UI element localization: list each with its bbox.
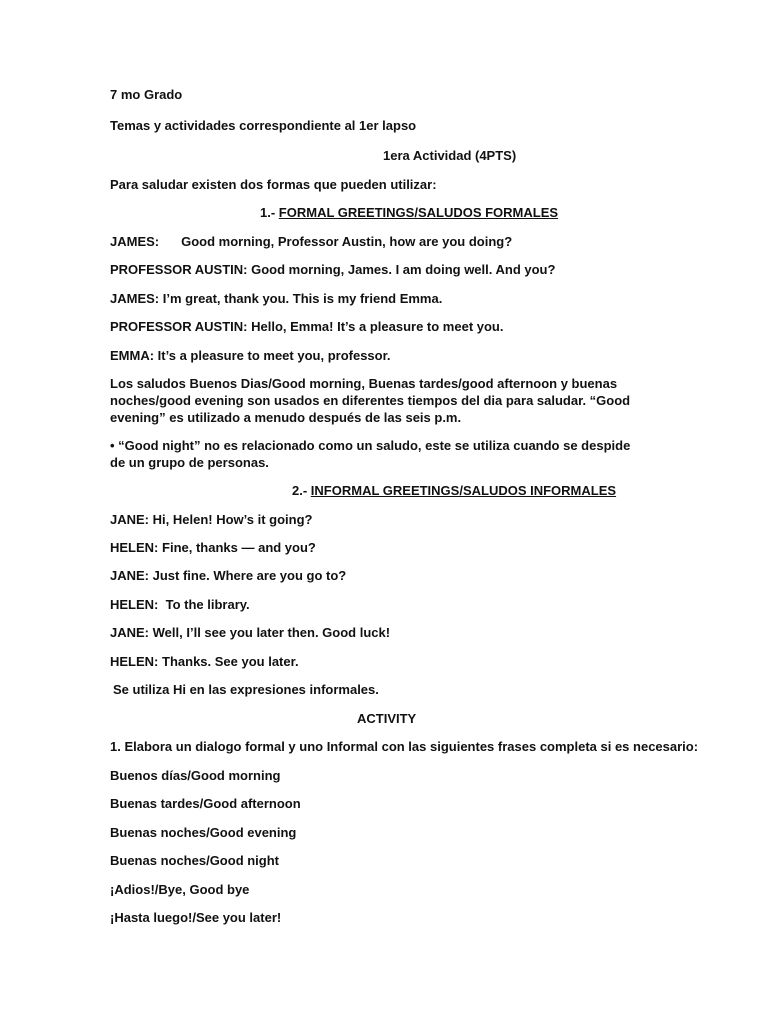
dialog-line — [110, 233, 668, 250]
grade-title: 7 mo Grado — [110, 87, 183, 102]
activity-heading: ACTIVITY — [357, 711, 417, 726]
dialog-line — [110, 624, 668, 641]
phrase-item: Buenas tardes/Good afternoon — [110, 796, 301, 811]
dialog-line — [110, 347, 668, 364]
dialog-text: Well, I’ll see you later then. Good luck! — [152, 625, 391, 640]
dialog-text: Good morning, James. I am doing well. And you? — [251, 262, 556, 277]
dialog-line — [110, 596, 668, 613]
formal-heading — [260, 204, 668, 221]
dialog-line — [110, 653, 668, 670]
dialog-speaker: JAMES: — [110, 291, 160, 306]
dialog-line — [110, 539, 668, 556]
dialog-text: Fine, thanks — and you? — [162, 540, 316, 555]
dialog-text: Hi, Helen! How’s it going? — [152, 512, 313, 527]
dialog-text: Good morning, Professor Austin, how are you doing? — [181, 234, 513, 249]
formal-heading-text: FORMAL GREETINGS/SALUDOS FORMALES — [278, 205, 559, 220]
phrase-item: Buenos días/Good morning — [110, 768, 281, 783]
informal-heading — [292, 482, 668, 499]
activity-title: 1era Actividad (4PTS) — [383, 148, 517, 163]
formal-heading-prefix: 1.- — [260, 205, 279, 220]
dialog-speaker: JAMES: — [110, 234, 160, 249]
dialog-speaker: PROFESSOR AUSTIN: — [110, 319, 248, 334]
phrase-item: ¡Adios!/Bye, Good bye — [110, 882, 250, 897]
dialog-text: Just fine. Where are you go to? — [152, 568, 347, 583]
phrase-item: Buenas noches/Good night — [110, 853, 280, 868]
dialog-speaker: HELEN: — [110, 540, 159, 555]
dialog-speaker: PROFESSOR AUSTIN: — [110, 262, 248, 277]
dialog-text: Thanks. See you later. — [162, 654, 299, 669]
explanation-paragraph: Los saludos Buenos Dias/Good morning, Buenas tardes/good afternoon y buenas noches/good evening son usados en diferentes tiempos del dia para saludar. “Good evening” es utilizado a menudo después de las seis p.m. — [110, 376, 631, 425]
dialog-speaker: HELEN: — [110, 654, 159, 669]
dialog-text: It’s a pleasure to meet you, professor. — [157, 348, 391, 363]
dialog-line — [110, 567, 668, 584]
dialog-text: To the library. — [162, 597, 250, 612]
dialog-line — [110, 511, 668, 528]
good-night-note: • “Good night” no es relacionado como un saludo, este se utiliza cuando se despide de un grupo de personas. — [110, 438, 631, 470]
dialog-line — [110, 290, 668, 307]
dialog-line — [110, 318, 668, 335]
dialog-text: I’m great, thank you. This is my friend Emma. — [162, 291, 443, 306]
hi-note: Se utiliza Hi en las expresiones informales. — [113, 682, 379, 697]
informal-heading-text: INFORMAL GREETINGS/SALUDOS INFORMALES — [310, 483, 617, 498]
activity-instruction: 1. Elabora un dialogo formal y uno Informal con las siguientes frases completa si es necesario: — [110, 739, 699, 754]
dialog-speaker: JANE: — [110, 512, 150, 527]
dialog-speaker: EMMA: — [110, 348, 155, 363]
phrase-item: ¡Hasta luego!/See you later! — [110, 910, 282, 925]
topic-title: Temas y actividades correspondiente al 1er lapso — [110, 118, 417, 133]
dialog-text: Hello, Emma! It’s a pleasure to meet you. — [251, 319, 504, 334]
intro-text: Para saludar existen dos formas que pueden utilizar: — [110, 177, 437, 192]
dialog-speaker: HELEN: — [110, 597, 159, 612]
informal-heading-prefix: 2.- — [292, 483, 311, 498]
dialog-line — [110, 261, 668, 278]
phrase-item: Buenas noches/Good evening — [110, 825, 297, 840]
dialog-speaker: JANE: — [110, 568, 150, 583]
dialog-speaker: JANE: — [110, 625, 150, 640]
